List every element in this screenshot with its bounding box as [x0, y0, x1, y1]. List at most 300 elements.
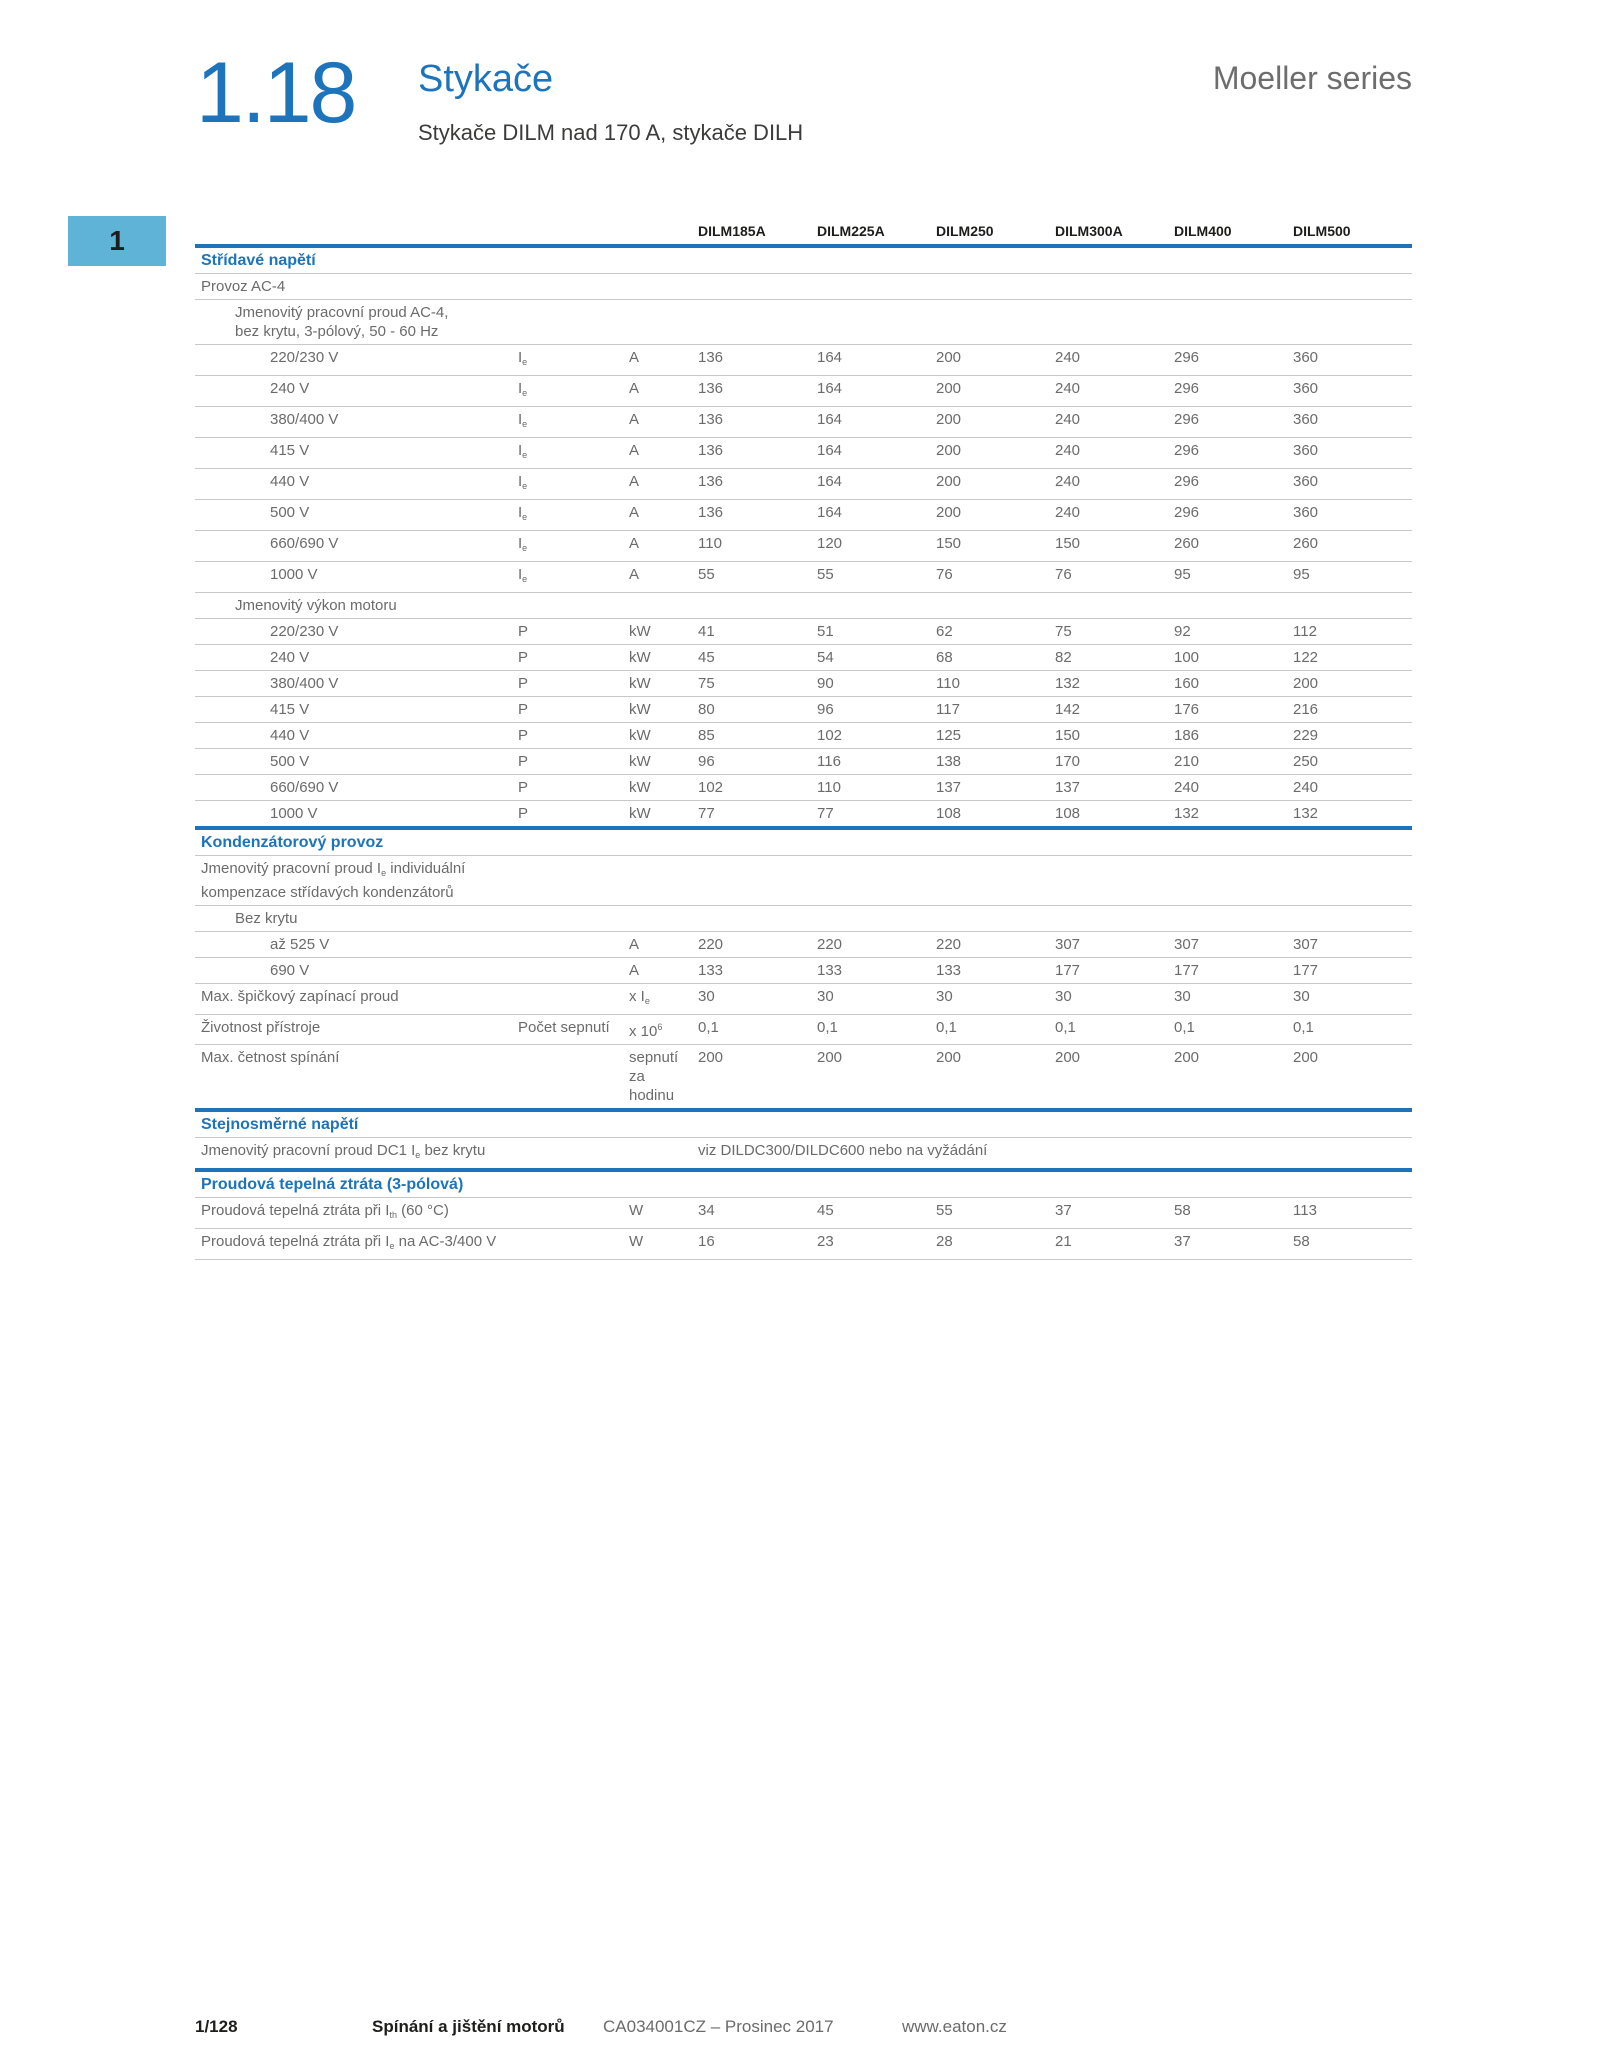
- row-label-line: [201, 859, 1412, 883]
- value-cell: 360: [1293, 438, 1412, 469]
- unit-cell: kW: [629, 775, 698, 801]
- row-label: 415 V: [195, 697, 518, 723]
- table-row: [195, 500, 1412, 531]
- value-cell: 164: [817, 500, 936, 531]
- column-header: DILM225A: [817, 216, 936, 246]
- row-label: 1000 V: [195, 562, 518, 593]
- table-row: [195, 856, 1412, 906]
- value-cell: 120: [817, 531, 936, 562]
- value-cell: 41: [698, 619, 817, 645]
- unit-cell: W: [629, 1229, 698, 1260]
- value-cell: 136: [698, 438, 817, 469]
- value-cell: 296: [1174, 376, 1293, 407]
- symbol-cell: [518, 531, 629, 562]
- value-cell: 164: [817, 469, 936, 500]
- value-cell: 240: [1055, 376, 1174, 407]
- unit-cell: kW: [629, 697, 698, 723]
- row-label: 660/690 V: [195, 531, 518, 562]
- value-cell: 0,1: [698, 1015, 817, 1045]
- value-cell: 100: [1174, 645, 1293, 671]
- value-cell: 28: [936, 1229, 1055, 1260]
- page-title: Stykače: [418, 58, 554, 100]
- unit-cell: A: [629, 407, 698, 438]
- value-cell: 113: [1293, 1198, 1412, 1229]
- label-part: bez krytu: [420, 1142, 486, 1159]
- label-part: Jmenovitý pracovní proud DC1 I: [201, 1142, 416, 1159]
- value-cell: 51: [817, 619, 936, 645]
- value-cell: 82: [1055, 645, 1174, 671]
- value-cell: 200: [698, 1045, 817, 1111]
- value-cell: 77: [817, 801, 936, 829]
- value-cell: 133: [936, 958, 1055, 984]
- value-cell: 0,1: [1293, 1015, 1412, 1045]
- table-row: [195, 1229, 1412, 1260]
- unit-cell: [629, 1015, 698, 1045]
- label-part: Jmenovitý pracovní proud I: [201, 860, 382, 877]
- value-cell: 138: [936, 749, 1055, 775]
- column-header: DILM400: [1174, 216, 1293, 246]
- table-row: [195, 1045, 1412, 1111]
- table-row: [195, 775, 1412, 801]
- value-cell: 102: [817, 723, 936, 749]
- value-cell: 240: [1055, 469, 1174, 500]
- symbol-sub: e: [381, 868, 387, 878]
- unit-cell: A: [629, 958, 698, 984]
- value-cell: 307: [1174, 932, 1293, 958]
- value-cell: 0,1: [936, 1015, 1055, 1045]
- spec-table: [195, 216, 1412, 1260]
- symbol-cell: P: [518, 775, 629, 801]
- value-cell: 112: [1293, 619, 1412, 645]
- symbol-cell: [518, 469, 629, 500]
- footer-website[interactable]: www.eaton.cz: [902, 2017, 1007, 2036]
- unit-cell: A: [629, 376, 698, 407]
- value-cell: 240: [1055, 500, 1174, 531]
- value-cell: 136: [698, 500, 817, 531]
- row-label: [195, 1229, 629, 1260]
- table-row: [195, 801, 1412, 829]
- value-cell: 200: [936, 407, 1055, 438]
- table-header-row: [195, 216, 1412, 246]
- value-cell: 95: [1174, 562, 1293, 593]
- value-cell: 30: [1293, 984, 1412, 1015]
- symbol-i: I: [518, 349, 523, 366]
- value-cell: 296: [1174, 500, 1293, 531]
- table-row: [195, 1138, 1412, 1171]
- value-cell: 136: [698, 376, 817, 407]
- series-label: Moeller series: [1212, 60, 1412, 96]
- value-cell: 116: [817, 749, 936, 775]
- row-label: [195, 1138, 698, 1171]
- row-label: 500 V: [195, 500, 518, 531]
- unit-cell: A: [629, 932, 698, 958]
- value-cell: 76: [1055, 562, 1174, 593]
- value-cell: 92: [1174, 619, 1293, 645]
- value-cell: 220: [936, 932, 1055, 958]
- value-cell: 176: [1174, 697, 1293, 723]
- section-heading: Střídavé napětí: [195, 246, 1412, 274]
- value-cell: 58: [1293, 1229, 1412, 1260]
- value-cell: 58: [1174, 1198, 1293, 1229]
- unit-cell: A: [629, 500, 698, 531]
- unit-cell: kW: [629, 619, 698, 645]
- value-cell: 200: [1293, 1045, 1412, 1111]
- row-label: 440 V: [195, 469, 518, 500]
- value-cell: 16: [698, 1229, 817, 1260]
- value-cell: 90: [817, 671, 936, 697]
- value-cell: 137: [936, 775, 1055, 801]
- value-cell: 150: [936, 531, 1055, 562]
- footer: [195, 2017, 1007, 2037]
- value-cell: 220: [698, 932, 817, 958]
- table-row: [195, 345, 1412, 376]
- value-cell: 30: [698, 984, 817, 1015]
- value-cell: 240: [1055, 438, 1174, 469]
- section-heading-row: [195, 828, 1412, 856]
- value-cell: 30: [1174, 984, 1293, 1015]
- table-row: [195, 531, 1412, 562]
- symbol-cell: [518, 500, 629, 531]
- section-heading: Stejnosměrné napětí: [195, 1110, 1412, 1138]
- value-cell: 307: [1293, 932, 1412, 958]
- row-label: [195, 856, 1412, 906]
- value-cell: 360: [1293, 376, 1412, 407]
- value-cell: 76: [936, 562, 1055, 593]
- value-cell: 250: [1293, 749, 1412, 775]
- table-row: [195, 984, 1412, 1015]
- value-cell: 108: [936, 801, 1055, 829]
- symbol-sub: e: [522, 450, 528, 460]
- symbol-cell: [518, 345, 629, 376]
- row-label: 440 V: [195, 723, 518, 749]
- value-cell: 62: [936, 619, 1055, 645]
- value-cell: 200: [936, 376, 1055, 407]
- value-cell: 296: [1174, 407, 1293, 438]
- symbol-cell: P: [518, 619, 629, 645]
- value-cell: 164: [817, 407, 936, 438]
- table-row: [195, 723, 1412, 749]
- value-cell: 125: [936, 723, 1055, 749]
- value-cell: 260: [1293, 531, 1412, 562]
- label-part: (60 °C): [396, 1202, 449, 1219]
- row-label: [195, 1198, 629, 1229]
- value-cell: 0,1: [1055, 1015, 1174, 1045]
- unit-cell: kW: [629, 671, 698, 697]
- symbol-cell: P: [518, 645, 629, 671]
- unit-cell: [629, 1045, 698, 1111]
- table-row: [195, 932, 1412, 958]
- value-cell: 0,1: [817, 1015, 936, 1045]
- value-cell: 136: [698, 407, 817, 438]
- value-cell: 77: [698, 801, 817, 829]
- value-cell: 240: [1055, 345, 1174, 376]
- section-heading: Kondenzátorový provoz: [195, 828, 1412, 856]
- value-cell: 133: [817, 958, 936, 984]
- row-label: Max. četnost spínání: [195, 1045, 518, 1111]
- value-cell: viz DILDC300/DILDC600 nebo na vyžádání: [698, 1138, 1412, 1171]
- section-heading-row: [195, 1110, 1412, 1138]
- unit-cell: [629, 984, 698, 1015]
- value-cell: 200: [936, 500, 1055, 531]
- value-cell: 136: [698, 469, 817, 500]
- table-row: [195, 274, 1412, 300]
- symbol-i: I: [518, 566, 523, 583]
- value-cell: 210: [1174, 749, 1293, 775]
- row-label-line: kompenzace střídavých kondenzátorů: [201, 884, 454, 901]
- symbol-cell: [518, 958, 629, 984]
- symbol-cell: [518, 407, 629, 438]
- symbol-cell: [518, 438, 629, 469]
- value-cell: 102: [698, 775, 817, 801]
- row-label: 240 V: [195, 645, 518, 671]
- value-cell: 177: [1174, 958, 1293, 984]
- row-label: Max. špičkový zapínací proud: [195, 984, 518, 1015]
- row-label: 380/400 V: [195, 671, 518, 697]
- unit-line: sepnutí: [629, 1049, 679, 1066]
- symbol-sub: e: [644, 996, 650, 1006]
- symbol-cell: P: [518, 697, 629, 723]
- unit-cell: W: [629, 1198, 698, 1229]
- unit-cell: A: [629, 531, 698, 562]
- value-cell: 110: [698, 531, 817, 562]
- symbol-cell: [518, 932, 629, 958]
- value-cell: 164: [817, 345, 936, 376]
- row-label: Životnost přístroje: [195, 1015, 518, 1045]
- value-cell: 34: [698, 1198, 817, 1229]
- symbol-cell: [518, 1045, 629, 1111]
- unit-cell: A: [629, 438, 698, 469]
- symbol-sub: e: [522, 574, 528, 584]
- value-cell: 132: [1293, 801, 1412, 829]
- value-cell: 170: [1055, 749, 1174, 775]
- column-header: DILM250: [936, 216, 1055, 246]
- label-part: Proudová tepelná ztráta při I: [201, 1202, 390, 1219]
- value-cell: 110: [817, 775, 936, 801]
- value-cell: 0,1: [1174, 1015, 1293, 1045]
- symbol-i: I: [518, 411, 523, 428]
- value-cell: 240: [1055, 407, 1174, 438]
- symbol-sub: e: [522, 419, 528, 429]
- table-row: [195, 958, 1412, 984]
- row-label-line: Jmenovitý pracovní proud AC-4,: [235, 304, 449, 321]
- value-cell: 200: [1174, 1045, 1293, 1111]
- table-row: [195, 407, 1412, 438]
- row-label: 500 V: [195, 749, 518, 775]
- unit-part: x I: [629, 988, 645, 1005]
- value-cell: 200: [936, 438, 1055, 469]
- value-cell: 200: [1293, 671, 1412, 697]
- value-cell: 80: [698, 697, 817, 723]
- unit-cell: A: [629, 562, 698, 593]
- symbol-sub: e: [522, 512, 528, 522]
- value-cell: 137: [1055, 775, 1174, 801]
- value-cell: 95: [1293, 562, 1412, 593]
- table-row: [195, 697, 1412, 723]
- table-row: [195, 906, 1412, 932]
- value-cell: 85: [698, 723, 817, 749]
- unit-line: hodinu: [629, 1087, 675, 1104]
- row-label: 240 V: [195, 376, 518, 407]
- table-row: [195, 300, 1412, 345]
- value-cell: 142: [1055, 697, 1174, 723]
- value-cell: 132: [1055, 671, 1174, 697]
- symbol-cell: [518, 984, 629, 1015]
- section-number: 1.18: [196, 45, 356, 141]
- symbol-sub: e: [522, 388, 528, 398]
- symbol-i: I: [518, 442, 523, 459]
- value-cell: 55: [698, 562, 817, 593]
- table-row: [195, 562, 1412, 593]
- value-cell: 30: [817, 984, 936, 1015]
- value-cell: 186: [1174, 723, 1293, 749]
- value-cell: 75: [698, 671, 817, 697]
- table-row: [195, 619, 1412, 645]
- page-subtitle: Stykače DILM nad 170 A, stykače DILH: [418, 120, 804, 145]
- value-cell: 150: [1055, 531, 1174, 562]
- table-row: [195, 469, 1412, 500]
- row-label: 380/400 V: [195, 407, 518, 438]
- symbol-sub: e: [389, 1241, 395, 1251]
- value-cell: 200: [1055, 1045, 1174, 1111]
- page-number: 1/128: [195, 2017, 238, 2036]
- footer-topic: Spínání a jištění motorů: [372, 2017, 565, 2036]
- value-cell: 45: [817, 1198, 936, 1229]
- unit-cell: kW: [629, 801, 698, 829]
- table-row: [195, 593, 1412, 619]
- value-cell: 220: [817, 932, 936, 958]
- value-cell: 229: [1293, 723, 1412, 749]
- value-cell: 96: [817, 697, 936, 723]
- value-cell: 240: [1293, 775, 1412, 801]
- value-cell: 296: [1174, 345, 1293, 376]
- label-part: na AC-3/400 V: [394, 1233, 497, 1250]
- symbol-sub: e: [522, 481, 528, 491]
- unit-cell: kW: [629, 749, 698, 775]
- value-cell: 360: [1293, 469, 1412, 500]
- column-header: DILM185A: [698, 216, 817, 246]
- value-cell: 200: [936, 1045, 1055, 1111]
- row-label: 220/230 V: [195, 619, 518, 645]
- value-cell: 132: [1174, 801, 1293, 829]
- row-label: Provoz AC-4: [195, 274, 1412, 300]
- value-cell: 360: [1293, 500, 1412, 531]
- symbol-cell: P: [518, 723, 629, 749]
- label-part: Proudová tepelná ztráta při I: [201, 1233, 390, 1250]
- table-row: [195, 1198, 1412, 1229]
- value-cell: 160: [1174, 671, 1293, 697]
- chapter-tab[interactable]: 1: [68, 216, 166, 266]
- row-sublabel: Počet sepnutí: [518, 1015, 629, 1045]
- value-cell: 150: [1055, 723, 1174, 749]
- label-part: individuální: [386, 860, 466, 877]
- unit-part: x 10: [629, 1023, 658, 1040]
- value-cell: 177: [1055, 958, 1174, 984]
- value-cell: 96: [698, 749, 817, 775]
- row-label: 220/230 V: [195, 345, 518, 376]
- value-cell: 54: [817, 645, 936, 671]
- value-cell: 68: [936, 645, 1055, 671]
- value-cell: 200: [936, 345, 1055, 376]
- row-label: Bez krytu: [195, 906, 1412, 932]
- value-cell: 360: [1293, 407, 1412, 438]
- row-label: [195, 300, 1412, 345]
- value-cell: 122: [1293, 645, 1412, 671]
- symbol-i: I: [518, 473, 523, 490]
- unit-exponent: 6: [657, 1022, 663, 1032]
- row-label-line: bez krytu, 3-pólový, 50 - 60 Hz: [235, 323, 439, 340]
- value-cell: 55: [936, 1198, 1055, 1229]
- symbol-cell: P: [518, 749, 629, 775]
- symbol-cell: P: [518, 801, 629, 829]
- row-label: 1000 V: [195, 801, 518, 829]
- value-cell: 75: [1055, 619, 1174, 645]
- section-heading-row: [195, 246, 1412, 274]
- value-cell: 110: [936, 671, 1055, 697]
- value-cell: 216: [1293, 697, 1412, 723]
- symbol-i: I: [518, 535, 523, 552]
- value-cell: 117: [936, 697, 1055, 723]
- row-label: 660/690 V: [195, 775, 518, 801]
- value-cell: 360: [1293, 345, 1412, 376]
- symbol-sub: th: [389, 1210, 397, 1220]
- value-cell: 164: [817, 376, 936, 407]
- value-cell: 296: [1174, 469, 1293, 500]
- table-row: [195, 671, 1412, 697]
- row-label: až 525 V: [195, 932, 518, 958]
- row-label: 690 V: [195, 958, 518, 984]
- row-label: 415 V: [195, 438, 518, 469]
- symbol-sub: e: [522, 543, 528, 553]
- value-cell: 30: [1055, 984, 1174, 1015]
- symbol-i: I: [518, 504, 523, 521]
- value-cell: 200: [936, 469, 1055, 500]
- symbol-i: I: [518, 380, 523, 397]
- value-cell: 133: [698, 958, 817, 984]
- symbol-sub: e: [415, 1150, 421, 1160]
- footer-code: CA034001CZ – Prosinec 2017: [603, 2017, 834, 2036]
- value-cell: 23: [817, 1229, 936, 1260]
- column-header: DILM500: [1293, 216, 1412, 246]
- table-row: [195, 376, 1412, 407]
- value-cell: 55: [817, 562, 936, 593]
- value-cell: 200: [817, 1045, 936, 1111]
- symbol-cell: P: [518, 671, 629, 697]
- section-heading: Proudová tepelná ztráta (3-pólová): [195, 1170, 1412, 1198]
- value-cell: 37: [1174, 1229, 1293, 1260]
- value-cell: 108: [1055, 801, 1174, 829]
- table-row: [195, 438, 1412, 469]
- unit-cell: A: [629, 345, 698, 376]
- value-cell: 164: [817, 438, 936, 469]
- unit-cell: kW: [629, 723, 698, 749]
- value-cell: 260: [1174, 531, 1293, 562]
- value-cell: 177: [1293, 958, 1412, 984]
- value-cell: 136: [698, 345, 817, 376]
- symbol-sub: e: [522, 357, 528, 367]
- value-cell: 296: [1174, 438, 1293, 469]
- unit-line: za: [629, 1068, 645, 1085]
- value-cell: 45: [698, 645, 817, 671]
- row-label: Jmenovitý výkon motoru: [195, 593, 1412, 619]
- section-heading-row: [195, 1170, 1412, 1198]
- symbol-cell: [518, 562, 629, 593]
- value-cell: 307: [1055, 932, 1174, 958]
- value-cell: 37: [1055, 1198, 1174, 1229]
- table-row: [195, 1015, 1412, 1045]
- column-header: DILM300A: [1055, 216, 1174, 246]
- symbol-cell: [518, 376, 629, 407]
- value-cell: 240: [1174, 775, 1293, 801]
